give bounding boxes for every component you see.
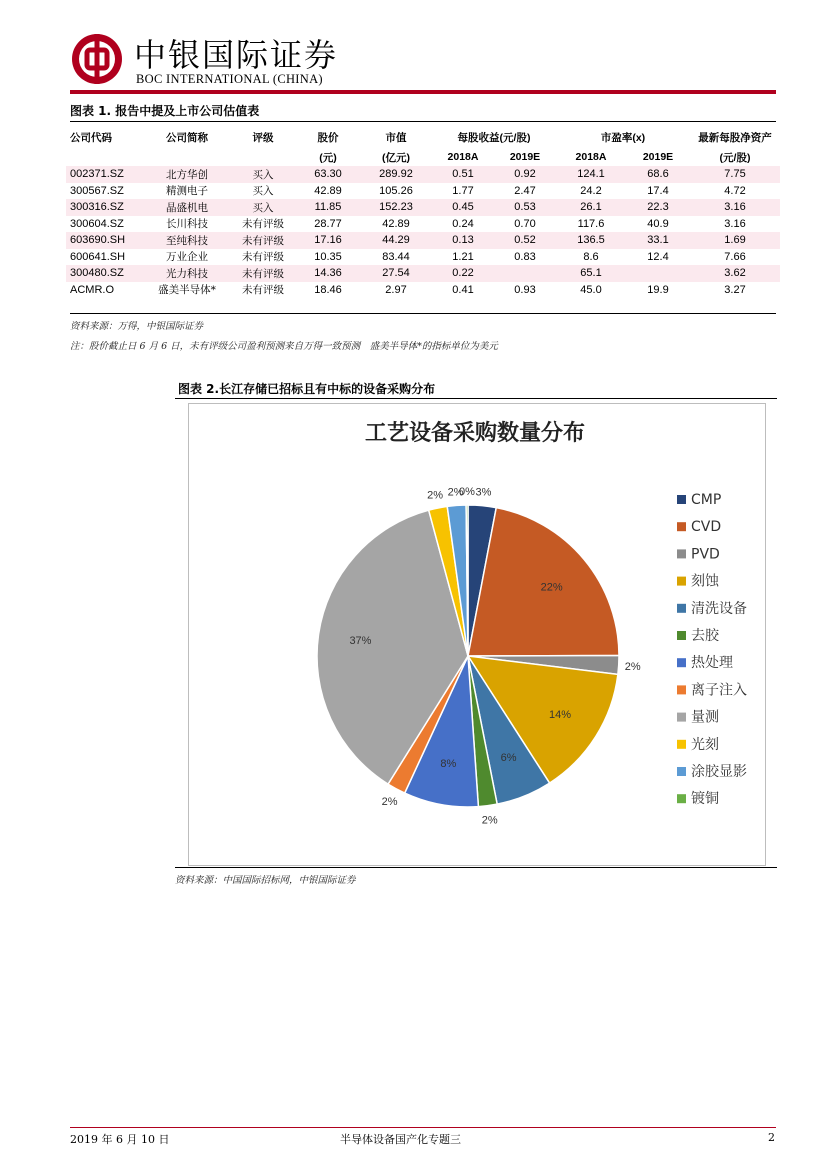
- cell-pe-2018a: 45.0: [580, 283, 602, 296]
- cell-name: 盛美半导体*: [158, 284, 216, 297]
- header-pe: 市盈率(x): [600, 131, 646, 144]
- cell-pe-2019e: 68.6: [626, 166, 690, 183]
- cell-mcap: 2.97: [385, 283, 407, 296]
- header-price-unit: (元): [319, 151, 337, 164]
- cell-mcap: 105.26: [379, 184, 413, 197]
- header-mcap: 市值: [385, 131, 407, 144]
- cell-pe-2018a: 65.1: [556, 265, 626, 282]
- cell-mcap: 42.89: [382, 217, 410, 230]
- legend-label: 清洗设备: [691, 600, 747, 617]
- pie-data-label: 2%: [447, 486, 464, 499]
- header-mcap-unit: (亿元): [382, 151, 410, 164]
- pie-data-label: 14%: [549, 708, 572, 721]
- cell-name: 至纯科技: [144, 232, 230, 249]
- legend-swatch: [677, 577, 686, 586]
- cell-rating: 买入: [230, 166, 296, 183]
- legend-swatch: [677, 631, 686, 640]
- legend-swatch: [677, 658, 686, 667]
- legend-label: 去胶: [691, 628, 719, 644]
- pie-data-label: 8%: [440, 757, 457, 770]
- legend-label: 刻蚀: [691, 573, 719, 590]
- cell-eps-2018a: 1.21: [452, 250, 474, 263]
- cell-eps-2019e: 0.70: [514, 217, 536, 230]
- cell-bvps: 4.72: [724, 184, 746, 197]
- cell-pe-2019e: [626, 265, 690, 282]
- cell-pe-2019e: 40.9: [647, 217, 669, 230]
- cell-eps-2018a: 0.22: [432, 265, 494, 282]
- header-pe-2019e: 2019E: [642, 151, 674, 163]
- figure2-source: 资料来源：中国国际招标网，中银国际证券: [175, 875, 356, 886]
- cell-eps-2018a: 0.24: [452, 217, 474, 230]
- cell-eps-2018a: 1.77: [452, 184, 474, 197]
- cell-mcap: 27.54: [360, 265, 432, 282]
- cell-mcap: 83.44: [382, 250, 410, 263]
- cell-rating: 未有评级: [230, 265, 296, 282]
- cell-mcap: 44.29: [360, 232, 432, 249]
- cell-bvps: 3.27: [724, 283, 746, 296]
- cell-bvps: 7.75: [690, 166, 780, 183]
- table1-bottom-rule: [70, 313, 776, 314]
- cell-code: 603690.SH: [66, 232, 144, 249]
- table-row: [66, 216, 780, 233]
- header-eps: 每股收益(元/股): [457, 131, 531, 144]
- cell-bvps: 3.62: [690, 265, 780, 282]
- pie-data-label: 2%: [624, 660, 641, 673]
- table-row: [66, 282, 780, 299]
- header-price: 股价: [317, 131, 339, 144]
- cell-price: 11.85: [296, 199, 360, 216]
- cell-rating: 买入: [252, 185, 274, 198]
- legend-swatch: [677, 522, 686, 531]
- cell-price: 63.30: [296, 166, 360, 183]
- pie-data-label: 0%: [459, 486, 475, 499]
- cell-name: 北方华创: [144, 166, 230, 183]
- cell-rating: 未有评级: [242, 218, 284, 231]
- header-code: 公司代码: [70, 131, 112, 144]
- cell-bvps: 1.69: [690, 232, 780, 249]
- legend-label: 离子注入: [691, 682, 747, 699]
- header-rule: [70, 90, 776, 94]
- footer-date: 2019 年 6 月 10 日: [70, 1133, 170, 1146]
- cell-price: 42.89: [314, 184, 342, 197]
- cell-name: 万业企业: [166, 251, 208, 264]
- footer-rule: [70, 1127, 776, 1128]
- cell-bvps: 3.16: [690, 199, 780, 216]
- legend-label: CMP: [691, 492, 722, 508]
- pie-data-label: 6%: [500, 751, 517, 764]
- cell-eps-2019e: 0.93: [514, 283, 536, 296]
- cell-name: 晶盛机电: [144, 199, 230, 216]
- cell-pe-2018a: 26.1: [556, 199, 626, 216]
- cell-price: 18.46: [314, 283, 342, 296]
- pie-chart-frame: [188, 403, 766, 866]
- cell-pe-2019e: 12.4: [647, 250, 669, 263]
- cell-eps-2019e: 2.47: [514, 184, 536, 197]
- cell-eps-2018a: 0.45: [432, 199, 494, 216]
- pie-data-label: 2%: [427, 489, 444, 502]
- legend-label: 光刻: [691, 736, 719, 753]
- pie-data-label: 2%: [481, 814, 498, 827]
- legend-label: CVD: [691, 519, 722, 536]
- cell-eps-2019e: 0.83: [514, 250, 536, 263]
- table-row: [66, 232, 780, 249]
- figure2-top-rule: [175, 398, 777, 399]
- cell-eps-2019e: [494, 265, 556, 282]
- footer-page-number: 2: [768, 1131, 775, 1144]
- cell-price: 14.36: [296, 265, 360, 282]
- cell-name: 精测电子: [166, 185, 208, 198]
- legend-label: 量测: [691, 709, 719, 726]
- legend-swatch: [677, 713, 686, 722]
- cell-code: 300604.SZ: [70, 217, 124, 230]
- legend-swatch: [677, 767, 686, 776]
- cell-pe-2019e: 22.3: [626, 199, 690, 216]
- cell-mcap: 289.92: [360, 166, 432, 183]
- cell-code: 300567.SZ: [70, 184, 124, 197]
- legend-label: PVD: [691, 546, 720, 563]
- cell-eps-2019e: 0.92: [494, 166, 556, 183]
- cell-rating: 未有评级: [242, 251, 284, 264]
- cell-rating: 未有评级: [230, 232, 296, 249]
- valuation-table-body: [66, 166, 780, 298]
- pie-chart: [189, 404, 765, 865]
- table-row: [66, 265, 780, 282]
- cell-name: 光力科技: [144, 265, 230, 282]
- table-row: [66, 166, 780, 183]
- brand-name-en: BOC INTERNATIONAL (CHINA): [136, 72, 323, 86]
- cell-pe-2019e: 17.4: [647, 184, 669, 197]
- cell-code: 002371.SZ: [66, 166, 144, 183]
- legend-swatch: [677, 549, 686, 558]
- legend-label: 热处理: [691, 655, 733, 672]
- legend-swatch: [677, 740, 686, 749]
- cell-pe-2019e: 19.9: [647, 283, 669, 296]
- table1-source: 资料来源：万得，中银国际证券: [70, 321, 204, 332]
- cell-rating: 未有评级: [242, 284, 284, 297]
- cell-bvps: 3.16: [724, 217, 746, 230]
- boc-logo-icon: [70, 32, 124, 86]
- footer-report-name: 半导体设备国产化专题三: [340, 1133, 461, 1146]
- cell-pe-2018a: 124.1: [556, 166, 626, 183]
- legend-swatch: [677, 794, 686, 803]
- pie-data-label: 3%: [475, 486, 492, 499]
- valuation-table: [66, 126, 780, 298]
- cell-pe-2018a: 117.6: [577, 217, 605, 230]
- cell-code: ACMR.O: [70, 283, 114, 296]
- cell-price: 10.35: [314, 250, 342, 263]
- header-name: 公司简称: [166, 131, 208, 144]
- header-pe-2018a: 2018A: [575, 151, 607, 163]
- legend-swatch: [677, 604, 686, 613]
- cell-price: 17.16: [296, 232, 360, 249]
- cell-eps-2018a: 0.41: [452, 283, 474, 296]
- cell-pe-2019e: 33.1: [626, 232, 690, 249]
- cell-pe-2018a: 136.5: [556, 232, 626, 249]
- cell-pe-2018a: 8.6: [583, 250, 599, 263]
- cell-bvps: 7.66: [724, 250, 746, 263]
- cell-mcap: 152.23: [360, 199, 432, 216]
- cell-eps-2019e: 0.53: [494, 199, 556, 216]
- legend-label: 镀铜: [691, 791, 719, 808]
- brand-name-cn: 中银国际证券: [134, 36, 339, 74]
- cell-eps-2019e: 0.52: [494, 232, 556, 249]
- table1-note: 注：股价截止日 6 月 6 日，未有评级公司盈利预测来自万得一致预测 盛美半导体*的指标单位为美元: [70, 341, 498, 352]
- cell-name: 长川科技: [166, 218, 208, 231]
- header-rating: 评级: [252, 131, 274, 144]
- table-row: [66, 249, 780, 266]
- cell-code: 300316.SZ: [66, 199, 144, 216]
- cell-price: 28.77: [314, 217, 342, 230]
- legend-swatch: [677, 685, 686, 694]
- table1-title: 图表 1. 报告中提及上市公司估值表: [70, 104, 260, 118]
- table-row: [66, 183, 780, 200]
- cell-code: 600641.SH: [70, 250, 126, 263]
- header-bvps: 最新每股净资产: [698, 131, 772, 144]
- header-eps-2018a: 2018A: [447, 151, 479, 163]
- pie-data-label: 37%: [349, 635, 372, 648]
- cell-pe-2018a: 24.2: [580, 184, 602, 197]
- pie-data-label: 2%: [381, 796, 398, 809]
- cell-eps-2018a: 0.13: [432, 232, 494, 249]
- pie-data-label: 22%: [540, 581, 563, 594]
- figure2-bottom-rule: [175, 867, 777, 868]
- table-row: [66, 199, 780, 216]
- chart-title: 工艺设备采购数量分布: [364, 421, 586, 446]
- header-bvps-unit: (元/股): [719, 151, 751, 164]
- header-eps-2019e: 2019E: [509, 151, 541, 163]
- table1-top-rule: [70, 121, 776, 122]
- legend-swatch: [677, 495, 686, 504]
- legend-label: 涂胶显影: [691, 764, 747, 780]
- cell-rating: 买入: [230, 199, 296, 216]
- cell-code: 300480.SZ: [66, 265, 144, 282]
- figure2-title: 图表 2.长江存储已招标且有中标的设备采购分布: [178, 382, 436, 396]
- cell-eps-2018a: 0.51: [432, 166, 494, 183]
